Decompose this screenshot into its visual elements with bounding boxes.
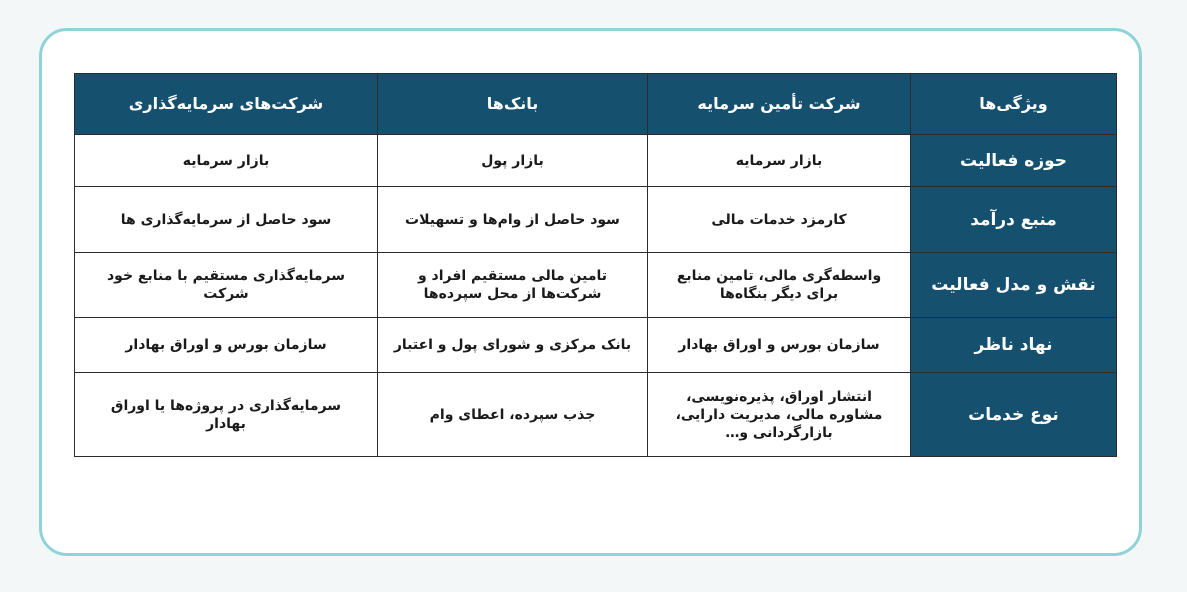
table-cell: بازار سرمایه: [648, 135, 911, 187]
header-features: ویژگی‌ها: [911, 74, 1117, 135]
row-label: نوع خدمات: [911, 373, 1117, 457]
table-card: [39, 28, 1142, 556]
table-cell: واسطه‌گری مالی، تامین منابع برای دیگر بنگاه‌ها: [648, 253, 911, 318]
table-cell: بازار سرمایه: [75, 135, 378, 187]
header-banks: بانک‌ها: [378, 74, 648, 135]
table-cell: بانک مرکزی و شورای پول و اعتبار: [378, 318, 648, 373]
table-cell: سازمان بورس و اوراق بهادار: [75, 318, 378, 373]
row-label: منبع درآمد: [911, 187, 1117, 253]
row-label: حوزه فعالیت: [911, 135, 1117, 187]
table-cell: سود حاصل از وام‌ها و تسهیلات: [378, 187, 648, 253]
table-row: [75, 373, 1117, 457]
table-cell: کارمزد خدمات مالی: [648, 187, 911, 253]
header-investment-companies: شرکت‌های سرمایه‌گذاری: [75, 74, 378, 135]
table-cell: تامین مالی مستقیم افراد و شرکت‌ها از محل سپرده‌ها: [378, 253, 648, 318]
table-row: [75, 135, 1117, 187]
header-row: [75, 74, 1117, 135]
row-label: نقش و مدل فعالیت: [911, 253, 1117, 318]
table-row: [75, 318, 1117, 373]
table-row: [75, 253, 1117, 318]
row-label: نهاد ناظر: [911, 318, 1117, 373]
table-cell: انتشار اوراق، پذیره‌نویسی، مشاوره مالی، مدیریت دارایی، بازارگردانی و…: [648, 373, 911, 457]
table-cell: سرمایه‌گذاری در پروژه‌ها یا اوراق بهادار: [75, 373, 378, 457]
comparison-table: [74, 73, 1117, 457]
table-cell: سازمان بورس و اوراق بهادار: [648, 318, 911, 373]
table-cell: سرمایه‌گذاری مستقیم با منابع خود شرکت: [75, 253, 378, 318]
table-cell: سود حاصل از سرمایه‌گذاری ها: [75, 187, 378, 253]
table-cell: جذب سپرده، اعطای وام: [378, 373, 648, 457]
header-investment-bank: شرکت تأمین سرمایه: [648, 74, 911, 135]
table-cell: بازار پول: [378, 135, 648, 187]
table-row: [75, 187, 1117, 253]
